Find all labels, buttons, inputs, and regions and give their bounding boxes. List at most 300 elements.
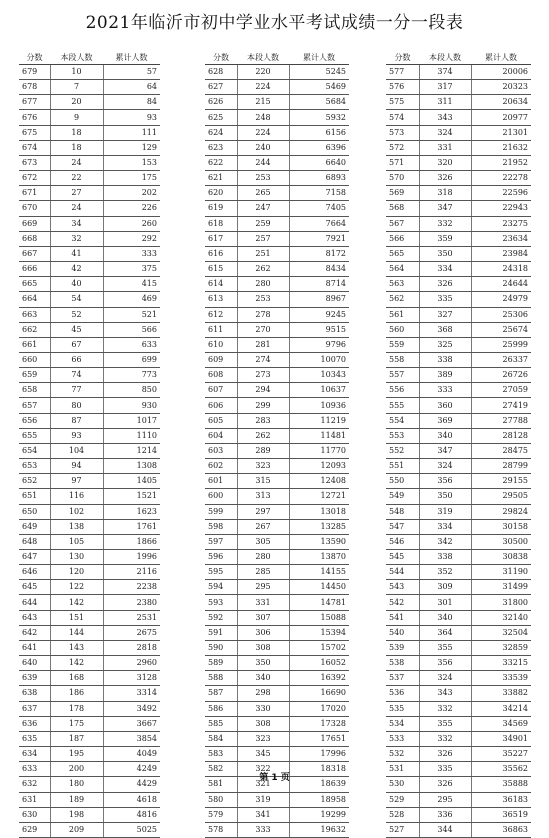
score-cell: 650 — [19, 504, 50, 519]
score-cell: 529 — [386, 792, 419, 807]
count-cell: 195 — [50, 747, 103, 762]
cumulative-cell: 8714 — [289, 277, 349, 292]
cumulative-cell: 64 — [103, 80, 160, 95]
count-cell: 34 — [50, 216, 103, 231]
count-cell: 18 — [50, 125, 103, 140]
table-row — [19, 565, 160, 580]
count-cell: 262 — [237, 428, 289, 443]
count-cell: 369 — [419, 413, 471, 428]
score-cell: 614 — [205, 277, 237, 292]
table-row — [386, 231, 531, 246]
cumulative-cell: 4429 — [103, 777, 160, 792]
score-cell: 568 — [386, 201, 419, 216]
cumulative-cell: 36519 — [471, 807, 531, 822]
cumulative-cell: 3314 — [103, 686, 160, 701]
count-cell: 332 — [419, 731, 471, 746]
cumulative-cell: 153 — [103, 155, 160, 170]
table-row — [386, 504, 531, 519]
cumulative-cell: 34901 — [471, 731, 531, 746]
cumulative-cell: 30500 — [471, 534, 531, 549]
count-cell: 280 — [237, 277, 289, 292]
count-cell: 253 — [237, 292, 289, 307]
cumulative-cell: 35562 — [471, 762, 531, 777]
table-row — [19, 277, 160, 292]
table-row — [19, 125, 160, 140]
table-row — [19, 443, 160, 458]
cumulative-cell: 129 — [103, 140, 160, 155]
table-row — [386, 671, 531, 686]
table-row — [205, 625, 349, 640]
table-row — [386, 186, 531, 201]
score-cell: 558 — [386, 352, 419, 367]
table-row — [205, 413, 349, 428]
table-row — [19, 231, 160, 246]
table-row — [205, 474, 349, 489]
table-row — [205, 186, 349, 201]
cumulative-cell: 5245 — [289, 65, 349, 80]
score-cell: 668 — [19, 231, 50, 246]
cumulative-cell: 12408 — [289, 474, 349, 489]
count-cell: 295 — [237, 580, 289, 595]
table-row — [205, 716, 349, 731]
table-row — [386, 443, 531, 458]
table-row — [386, 565, 531, 580]
header-count: 本段人数 — [237, 52, 289, 65]
table-row — [205, 246, 349, 261]
count-cell: 330 — [237, 701, 289, 716]
table-row — [205, 428, 349, 443]
cumulative-cell: 699 — [103, 352, 160, 367]
table-row — [19, 807, 160, 822]
cumulative-cell: 3128 — [103, 671, 160, 686]
cumulative-cell: 9515 — [289, 322, 349, 337]
count-cell: 77 — [50, 383, 103, 398]
table-row — [19, 504, 160, 519]
count-cell: 45 — [50, 322, 103, 337]
count-cell: 285 — [237, 565, 289, 580]
score-cell: 618 — [205, 216, 237, 231]
cumulative-cell: 1405 — [103, 474, 160, 489]
count-cell: 224 — [237, 125, 289, 140]
cumulative-cell: 2960 — [103, 656, 160, 671]
cumulative-cell: 7405 — [289, 201, 349, 216]
count-cell: 175 — [50, 716, 103, 731]
score-cell: 631 — [19, 792, 50, 807]
cumulative-cell: 20977 — [471, 110, 531, 125]
count-cell: 331 — [237, 595, 289, 610]
cumulative-cell: 850 — [103, 383, 160, 398]
count-cell: 283 — [237, 413, 289, 428]
table-row — [205, 155, 349, 170]
score-cell: 609 — [205, 352, 237, 367]
cumulative-cell: 3854 — [103, 731, 160, 746]
score-cell: 561 — [386, 307, 419, 322]
score-cell: 583 — [205, 747, 237, 762]
count-cell: 355 — [419, 716, 471, 731]
score-cell: 670 — [19, 201, 50, 216]
table-row — [19, 656, 160, 671]
count-cell: 294 — [237, 383, 289, 398]
score-cell: 597 — [205, 534, 237, 549]
count-cell: 122 — [50, 580, 103, 595]
cumulative-cell: 6156 — [289, 125, 349, 140]
cumulative-cell: 20006 — [471, 65, 531, 80]
count-cell: 105 — [50, 534, 103, 549]
count-cell: 359 — [419, 231, 471, 246]
score-cell: 575 — [386, 95, 419, 110]
table-row — [19, 519, 160, 534]
table-row — [19, 731, 160, 746]
cumulative-cell: 18958 — [289, 792, 349, 807]
cumulative-cell: 27788 — [471, 413, 531, 428]
table-row — [386, 747, 531, 762]
table-row — [205, 610, 349, 625]
count-cell: 180 — [50, 777, 103, 792]
cumulative-cell: 13590 — [289, 534, 349, 549]
cumulative-cell: 35888 — [471, 777, 531, 792]
score-cell: 574 — [386, 110, 419, 125]
table-row — [386, 398, 531, 413]
table-row — [19, 534, 160, 549]
count-cell: 355 — [419, 640, 471, 655]
table-row — [19, 368, 160, 383]
count-cell: 209 — [50, 822, 103, 837]
cumulative-cell: 29505 — [471, 489, 531, 504]
score-cell: 647 — [19, 550, 50, 565]
count-cell: 323 — [237, 731, 289, 746]
table-row — [19, 80, 160, 95]
cumulative-cell: 4816 — [103, 807, 160, 822]
count-cell: 251 — [237, 246, 289, 261]
cumulative-cell: 1214 — [103, 443, 160, 458]
table-row — [205, 519, 349, 534]
cumulative-cell: 4618 — [103, 792, 160, 807]
count-cell: 313 — [237, 489, 289, 504]
count-cell: 280 — [237, 550, 289, 565]
count-cell: 332 — [419, 216, 471, 231]
count-cell: 326 — [419, 747, 471, 762]
cumulative-cell: 10936 — [289, 398, 349, 413]
table-row — [205, 307, 349, 322]
cumulative-cell: 29824 — [471, 504, 531, 519]
header-count: 本段人数 — [50, 52, 103, 65]
count-cell: 297 — [237, 504, 289, 519]
score-cell: 594 — [205, 580, 237, 595]
count-cell: 41 — [50, 246, 103, 261]
cumulative-cell: 84 — [103, 95, 160, 110]
cumulative-cell: 2238 — [103, 580, 160, 595]
count-cell: 270 — [237, 322, 289, 337]
count-cell: 352 — [419, 565, 471, 580]
score-cell: 666 — [19, 262, 50, 277]
score-cell: 610 — [205, 337, 237, 352]
score-cell: 655 — [19, 428, 50, 443]
table-row — [205, 580, 349, 595]
table-row — [386, 216, 531, 231]
count-cell: 318 — [419, 186, 471, 201]
cumulative-cell: 28475 — [471, 443, 531, 458]
count-cell: 42 — [50, 262, 103, 277]
cumulative-cell: 7921 — [289, 231, 349, 246]
table-row — [19, 792, 160, 807]
count-cell: 332 — [419, 701, 471, 716]
count-cell: 32 — [50, 231, 103, 246]
cumulative-cell: 4049 — [103, 747, 160, 762]
score-cell: 600 — [205, 489, 237, 504]
table-row — [386, 140, 531, 155]
count-cell: 340 — [419, 428, 471, 443]
cumulative-cell: 5684 — [289, 95, 349, 110]
count-cell: 259 — [237, 216, 289, 231]
table-row — [205, 95, 349, 110]
score-cell: 635 — [19, 731, 50, 746]
cumulative-cell: 1623 — [103, 504, 160, 519]
table-row — [205, 595, 349, 610]
count-cell: 341 — [237, 807, 289, 822]
cumulative-cell: 93 — [103, 110, 160, 125]
count-cell: 374 — [419, 65, 471, 80]
table-row — [386, 474, 531, 489]
cumulative-cell: 13870 — [289, 550, 349, 565]
score-cell: 667 — [19, 246, 50, 261]
score-cell: 652 — [19, 474, 50, 489]
score-cell: 576 — [386, 80, 419, 95]
score-cell: 548 — [386, 504, 419, 519]
score-cell: 632 — [19, 777, 50, 792]
count-cell: 331 — [419, 140, 471, 155]
cumulative-cell: 27059 — [471, 383, 531, 398]
score-table-middle — [205, 52, 349, 838]
cumulative-cell: 3492 — [103, 701, 160, 716]
cumulative-cell: 2531 — [103, 610, 160, 625]
count-cell: 326 — [419, 277, 471, 292]
count-cell: 320 — [419, 155, 471, 170]
table-row — [386, 640, 531, 655]
cumulative-cell: 292 — [103, 231, 160, 246]
cumulative-cell: 2380 — [103, 595, 160, 610]
count-cell: 308 — [237, 716, 289, 731]
score-cell: 653 — [19, 459, 50, 474]
score-cell: 582 — [205, 762, 237, 777]
count-cell: 324 — [419, 671, 471, 686]
score-cell: 585 — [205, 716, 237, 731]
table-row — [386, 534, 531, 549]
table-row — [19, 640, 160, 655]
count-cell: 265 — [237, 186, 289, 201]
count-cell: 142 — [50, 595, 103, 610]
score-cell: 532 — [386, 747, 419, 762]
count-cell: 343 — [419, 686, 471, 701]
page-title: 2021年临沂市初中学业水平考试成绩一分一段表 — [85, 13, 464, 33]
cumulative-cell: 3667 — [103, 716, 160, 731]
count-cell: 253 — [237, 171, 289, 186]
score-cell: 656 — [19, 413, 50, 428]
count-cell: 308 — [237, 640, 289, 655]
cumulative-cell: 6396 — [289, 140, 349, 155]
score-cell: 662 — [19, 322, 50, 337]
count-cell: 66 — [50, 352, 103, 367]
count-cell: 326 — [419, 171, 471, 186]
count-cell: 326 — [419, 777, 471, 792]
score-cell: 565 — [386, 246, 419, 261]
table-row — [386, 731, 531, 746]
table-row — [205, 443, 349, 458]
cumulative-cell: 930 — [103, 398, 160, 413]
cumulative-cell: 33882 — [471, 686, 531, 701]
count-cell: 143 — [50, 640, 103, 655]
score-cell: 630 — [19, 807, 50, 822]
score-cell: 530 — [386, 777, 419, 792]
table-row — [19, 246, 160, 261]
score-cell: 626 — [205, 95, 237, 110]
score-cell: 628 — [205, 65, 237, 80]
count-cell: 340 — [237, 671, 289, 686]
score-cell: 608 — [205, 368, 237, 383]
cumulative-cell: 11770 — [289, 443, 349, 458]
cumulative-cell: 15394 — [289, 625, 349, 640]
count-cell: 52 — [50, 307, 103, 322]
score-cell: 535 — [386, 701, 419, 716]
score-cell: 648 — [19, 534, 50, 549]
count-cell: 321 — [237, 777, 289, 792]
score-cell: 578 — [205, 822, 237, 837]
score-cell: 671 — [19, 186, 50, 201]
score-cell: 556 — [386, 383, 419, 398]
score-cell: 620 — [205, 186, 237, 201]
score-cell: 673 — [19, 155, 50, 170]
table-row — [386, 95, 531, 110]
table-row — [205, 125, 349, 140]
table-row — [386, 307, 531, 322]
score-cell: 577 — [386, 65, 419, 80]
count-cell: 10 — [50, 65, 103, 80]
score-cell: 539 — [386, 640, 419, 655]
table-row — [205, 352, 349, 367]
table-row — [386, 550, 531, 565]
count-cell: 333 — [237, 822, 289, 837]
count-cell: 334 — [419, 262, 471, 277]
table-row — [386, 277, 531, 292]
count-cell: 364 — [419, 625, 471, 640]
table-row — [386, 489, 531, 504]
count-cell: 301 — [419, 595, 471, 610]
score-cell: 657 — [19, 398, 50, 413]
table-row — [205, 231, 349, 246]
count-cell: 67 — [50, 337, 103, 352]
cumulative-cell: 14450 — [289, 580, 349, 595]
table-row — [386, 822, 531, 837]
table-row — [205, 550, 349, 565]
cumulative-cell: 20323 — [471, 80, 531, 95]
count-cell: 335 — [419, 292, 471, 307]
score-cell: 645 — [19, 580, 50, 595]
cumulative-cell: 36183 — [471, 792, 531, 807]
table-row — [205, 731, 349, 746]
score-cell: 679 — [19, 65, 50, 80]
score-cell: 619 — [205, 201, 237, 216]
table-row — [19, 671, 160, 686]
table-row — [205, 534, 349, 549]
score-cell: 596 — [205, 550, 237, 565]
score-cell: 640 — [19, 656, 50, 671]
score-cell: 678 — [19, 80, 50, 95]
count-cell: 306 — [237, 625, 289, 640]
cumulative-cell: 17651 — [289, 731, 349, 746]
count-cell: 120 — [50, 565, 103, 580]
score-cell: 549 — [386, 489, 419, 504]
cumulative-cell: 13285 — [289, 519, 349, 534]
count-cell: 325 — [419, 337, 471, 352]
cumulative-cell: 11219 — [289, 413, 349, 428]
score-cell: 588 — [205, 671, 237, 686]
score-cell: 563 — [386, 277, 419, 292]
count-cell: 257 — [237, 231, 289, 246]
score-cell: 602 — [205, 459, 237, 474]
table-row — [19, 337, 160, 352]
header-cumulative: 累计人数 — [289, 52, 349, 65]
table-row — [386, 80, 531, 95]
count-cell: 200 — [50, 762, 103, 777]
count-cell: 247 — [237, 201, 289, 216]
score-cell: 551 — [386, 459, 419, 474]
table-row — [19, 701, 160, 716]
count-cell: 347 — [419, 201, 471, 216]
count-cell: 178 — [50, 701, 103, 716]
cumulative-cell: 10637 — [289, 383, 349, 398]
table-row — [386, 292, 531, 307]
cumulative-cell: 27419 — [471, 398, 531, 413]
cumulative-cell: 19632 — [289, 822, 349, 837]
score-cell: 538 — [386, 656, 419, 671]
score-cell: 559 — [386, 337, 419, 352]
score-cell: 665 — [19, 277, 50, 292]
cumulative-cell: 19299 — [289, 807, 349, 822]
count-cell: 298 — [237, 686, 289, 701]
cumulative-cell: 21632 — [471, 140, 531, 155]
score-cell: 527 — [386, 822, 419, 837]
cumulative-cell: 36863 — [471, 822, 531, 837]
cumulative-cell: 18318 — [289, 762, 349, 777]
cumulative-cell: 1996 — [103, 550, 160, 565]
count-cell: 305 — [237, 534, 289, 549]
count-cell: 324 — [419, 125, 471, 140]
cumulative-cell: 1110 — [103, 428, 160, 443]
table-row — [386, 413, 531, 428]
cumulative-cell: 22278 — [471, 171, 531, 186]
cumulative-cell: 25306 — [471, 307, 531, 322]
cumulative-cell: 111 — [103, 125, 160, 140]
count-cell: 144 — [50, 625, 103, 640]
table-row — [205, 656, 349, 671]
cumulative-cell: 1308 — [103, 459, 160, 474]
cumulative-cell: 7158 — [289, 186, 349, 201]
score-cell: 542 — [386, 595, 419, 610]
table-row — [19, 292, 160, 307]
score-cell: 599 — [205, 504, 237, 519]
table-row — [19, 580, 160, 595]
count-cell: 24 — [50, 201, 103, 216]
table-row — [19, 262, 160, 277]
score-cell: 617 — [205, 231, 237, 246]
cumulative-cell: 5932 — [289, 110, 349, 125]
score-cell: 571 — [386, 155, 419, 170]
cumulative-cell: 24644 — [471, 277, 531, 292]
count-cell: 54 — [50, 292, 103, 307]
cumulative-cell: 9796 — [289, 337, 349, 352]
score-cell: 553 — [386, 428, 419, 443]
score-cell: 545 — [386, 550, 419, 565]
score-cell: 547 — [386, 519, 419, 534]
